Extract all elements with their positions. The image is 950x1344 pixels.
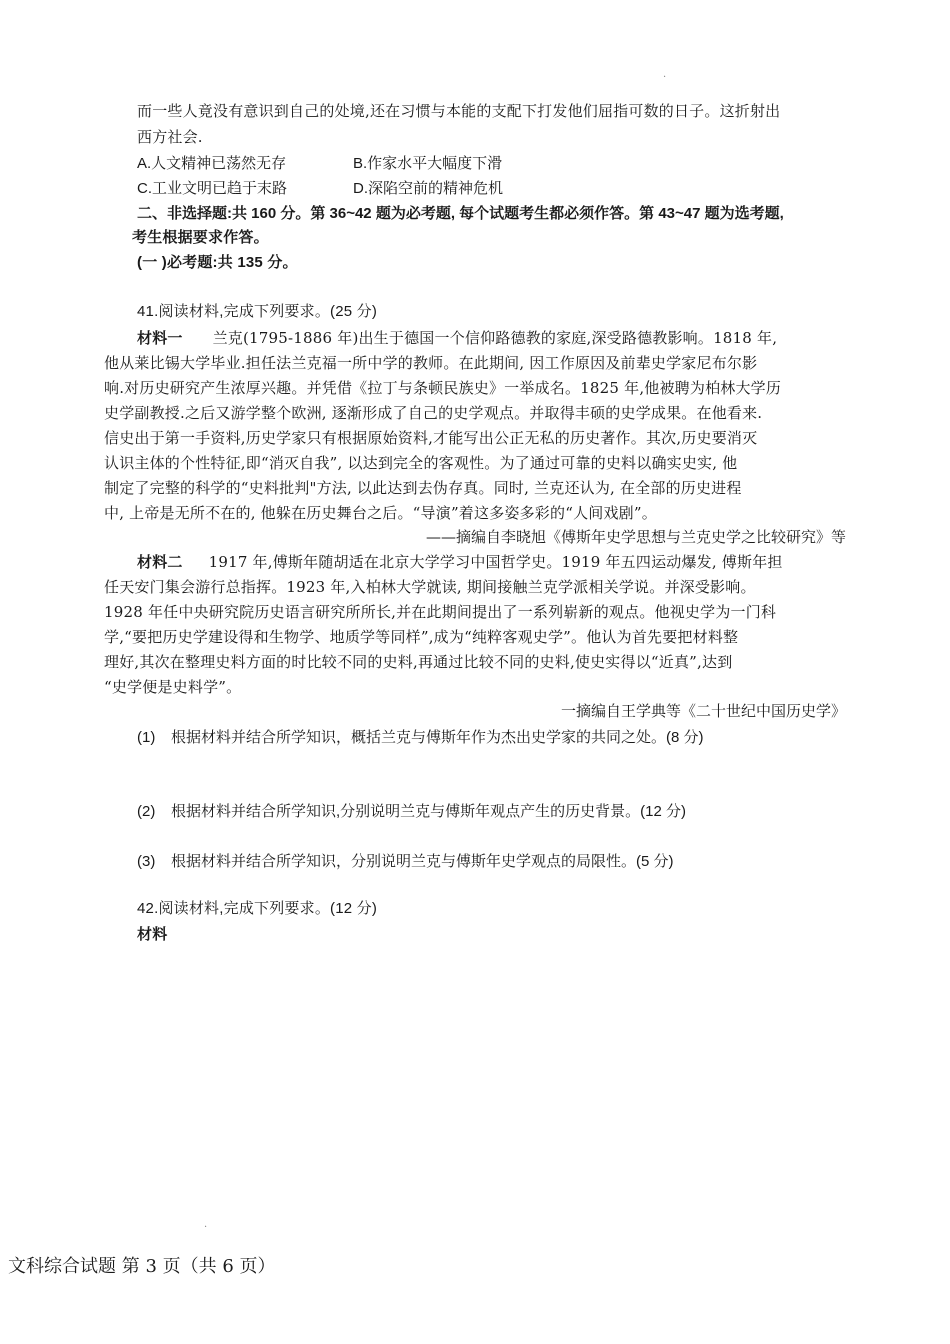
- material-1-text: 兰克(1795-1886 年)出生于德国一个信仰路德教的家庭,深受路德教影响。1818 年,: [212, 329, 778, 347]
- material-2-text: 1917 年,傅斯年随胡适在北京大学学习中国哲学史。1919 年五四运动爆发, 傅斯年担: [208, 553, 783, 571]
- material-1-line: 响.对历史研究产生浓厚兴趣。并凭借《拉丁与条顿民族史》一举成名。1825 年,他被聘为柏林大学历: [104, 379, 782, 397]
- material-1-line: 制定了完整的科学的“史料批判"方法, 以此达到去伪存真。同时, 兰克还认为, 在全部的历史进程: [104, 479, 742, 497]
- option-b: B.作家水平大幅度下滑: [353, 155, 503, 172]
- question-stem-line: 西方社会.: [137, 128, 203, 146]
- sub-question-3: [137, 850, 674, 871]
- scan-mark: ·: [204, 1222, 208, 1233]
- material-2-line: 学,“要把历史学建设得和生物学、地质学等同样”,成为“纯粹客观史学”。他认为首先要把材料整: [104, 628, 739, 646]
- material-1-label: 材料一: [137, 330, 183, 347]
- question-41-title: 41.阅读材料,完成下列要求。(25 分): [137, 303, 378, 320]
- question-42-title: 42.阅读材料,完成下列要求。(12 分): [137, 900, 378, 917]
- sub-question-text: 根据材料并结合所学知识,分别说明兰克与傅斯年观点产生的历史背景。(12 分): [171, 803, 687, 820]
- sub-question-number: (1): [137, 729, 156, 746]
- material-1-line: 中, 上帝是无所不在的, 他躲在历史舞台之后。“导演”着这多姿多彩的“人间戏剧”。: [104, 504, 657, 522]
- material-2-line: 理好,其次在整理史料方面的时比较不同的史料,再通过比较不同的史料,使史实得以“近真”,达到: [104, 653, 733, 671]
- material-1-line: 信史出于第一手资料,历史学家只有根据原始资料,才能写出公正无私的历史著作。其次,历史要消灭: [104, 429, 758, 447]
- section-heading: 二、非选择题:共 160 分。第 36~42 题为必考题, 每个试题考生都必须作答。第 43~47 题为选考题,: [137, 205, 784, 222]
- material-2-line: 任天安门集会游行总指挥。1923 年,入柏林大学就读, 期间接触兰克学派相关学说。并深受影响。: [104, 578, 756, 596]
- question-stem-line: 而一些人竟没有意识到自己的处境,还在习惯与本能的支配下打发他们屈指可数的日子。这折射出: [137, 102, 781, 120]
- section-subheading: (一 )必考题:共 135 分。: [137, 254, 298, 271]
- material-2-line: “史学便是史料学”。: [104, 678, 242, 696]
- material-1-line: 他从莱比锡大学毕业.担任法兰克福一所中学的教师。在此期间, 因工作原因及前辈史学家尼布尔影: [104, 354, 758, 372]
- sub-question-2: [137, 800, 686, 821]
- option-a: A.人文精神已荡然无存: [137, 155, 287, 172]
- sub-question-1: [137, 726, 704, 747]
- material-1-first-line: [137, 328, 777, 349]
- material-1-source: ——摘编自李晓旭《傅斯年史学思想与兰克史学之比较研究》等: [425, 528, 846, 546]
- material-1-line: 史学副教授.之后又游学整个欧洲, 逐渐形成了自己的史学观点。并取得丰硕的史学成果。在他看来.: [104, 404, 763, 422]
- question-42-material-label: 材料: [137, 926, 168, 943]
- material-2-source: 一摘编自王学典等《二十世纪中国历史学》: [560, 702, 846, 720]
- material-2-first-line: [137, 552, 783, 573]
- sub-question-text: 根据材料并结合所学知识，概括兰克与傅斯年作为杰出史学家的共同之处。(8 分): [171, 729, 704, 746]
- section-heading: 考生根据要求作答。: [132, 229, 269, 246]
- sub-question-number: (2): [137, 803, 156, 820]
- material-2-label: 材料二: [137, 554, 183, 571]
- page-footer: 文科综合试题 第 3 页（共 6 页）: [8, 1256, 276, 1277]
- sub-question-text: 根据材料并结合所学知识，分别说明兰克与傅斯年史学观点的局限性。(5 分): [171, 853, 674, 870]
- option-c: C.工业文明已趋于末路: [137, 180, 288, 197]
- sub-question-number: (3): [137, 853, 156, 870]
- material-2-line: 1928 年任中央研究院历史语言研究所所长,并在此期间提出了一系列崭新的观点。他视史学为一门科: [104, 603, 777, 621]
- scan-mark: ·: [663, 72, 667, 83]
- material-1-line: 认识主体的个性特征,即“消灭自我”, 以达到完全的客观性。为了通过可靠的史料以确实史实, 他: [104, 454, 738, 472]
- option-d: D.深陷空前的精神危机: [353, 180, 504, 197]
